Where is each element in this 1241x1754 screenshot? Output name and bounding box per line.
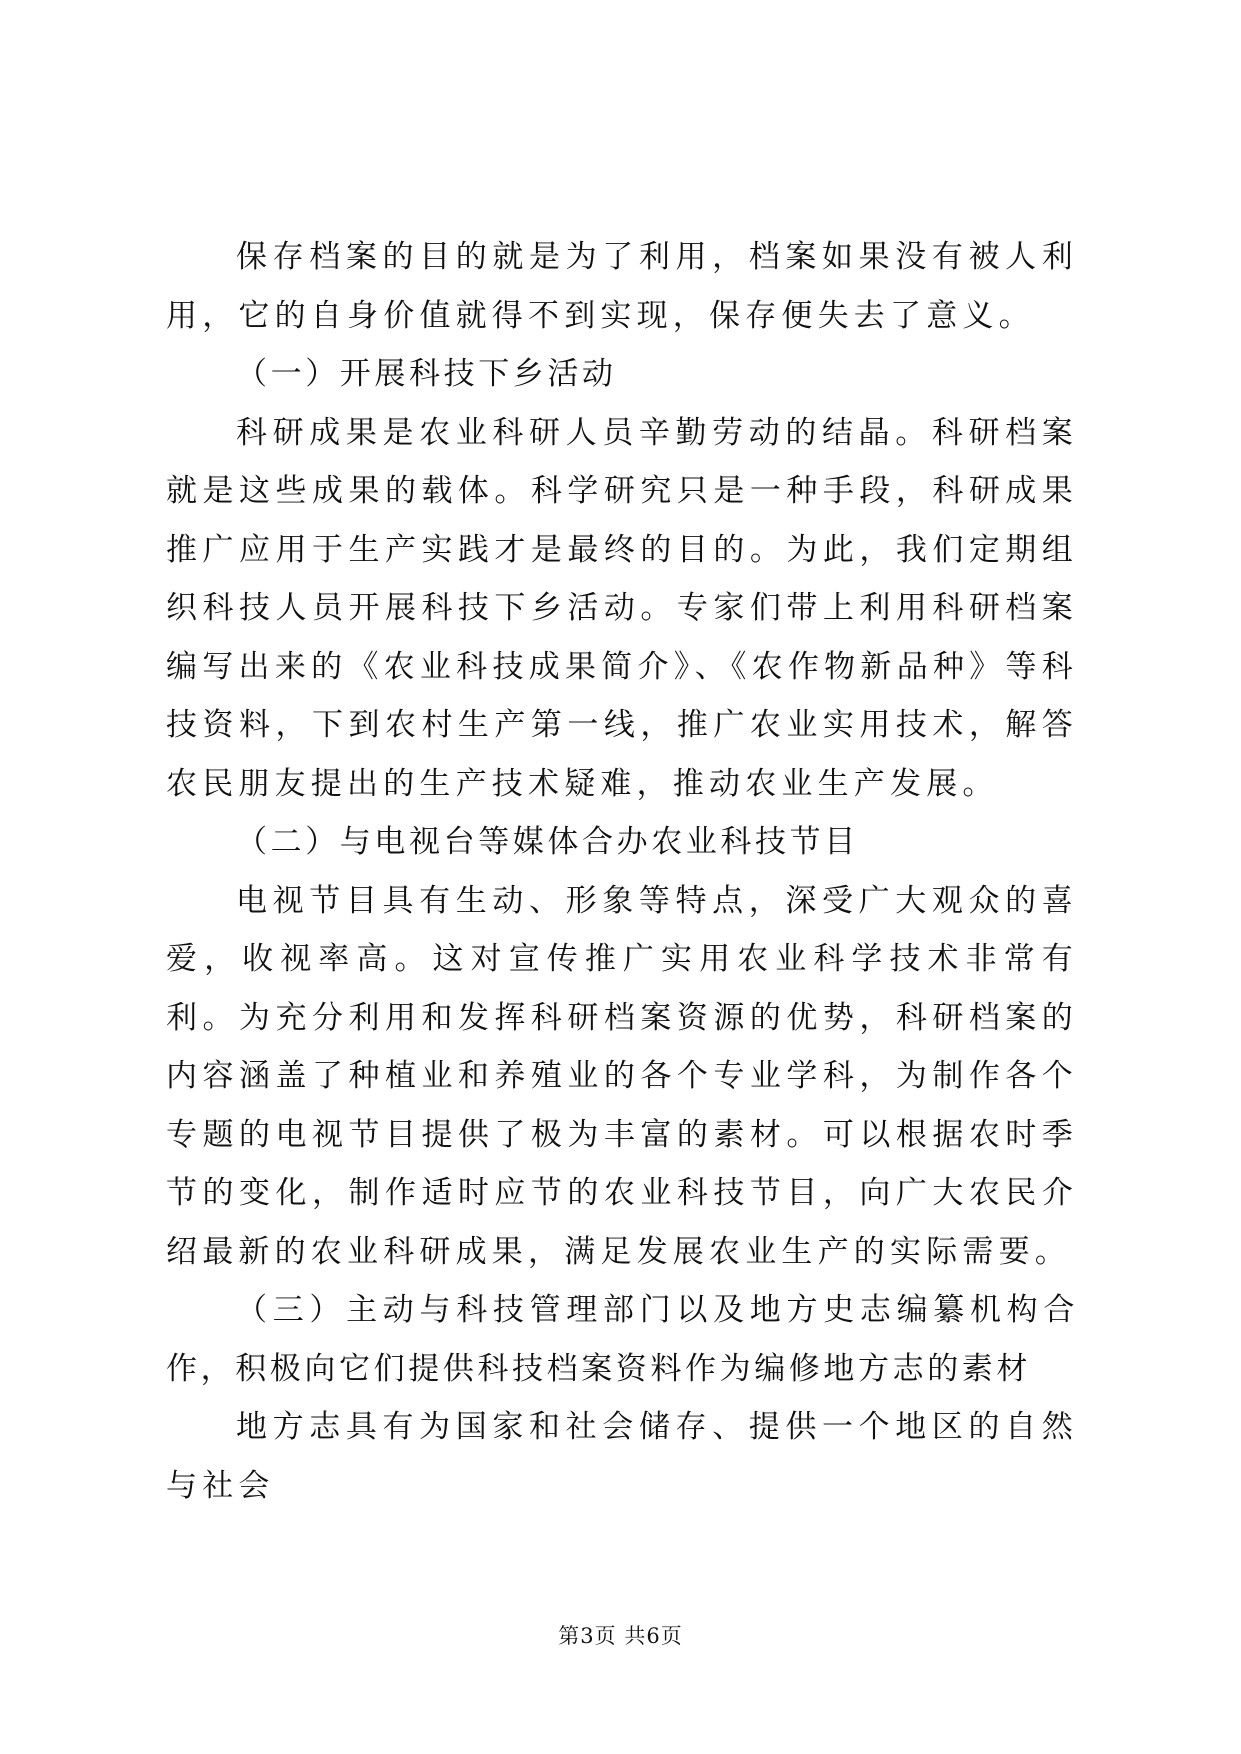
body-paragraph-2: 科研成果是农业科研人员辛勤劳动的结晶。科研档案就是这些成果的载体。科学研究只是一种手段，科研成果推广应用于生产实践才是最终的目的。为此，我们定期组织科技人员开展科技下乡活动。专家们带上利用科研档案编写出来的《农业科技成果简介》、《农作物新品种》等科技资料，下到农村生产第一线，推广农业实用技术，解答农民朋友提出的生产技术疑难，推动农业生产发展。 (166, 414, 1078, 802)
section-heading-2: （二）与电视台等媒体合办农业科技节目 (236, 824, 859, 860)
page-footer (0, 1620, 1241, 1650)
page-number-label: 第3页 共6页 (558, 1624, 683, 1648)
body-paragraph-4: 地方志具有为国家和社会储存、提供一个地区的自然与社会 (166, 1409, 1078, 1504)
document-body (166, 228, 1078, 1515)
section-heading-1: （一）开展科技下乡活动 (236, 356, 617, 392)
section-heading-3: （三）主动与科技管理部门以及地方史志编纂机构合作，积极向它们提供科技档案资料作为编修地方志的素材 (166, 1292, 1078, 1387)
body-paragraph-1: 保存档案的目的就是为了利用，档案如果没有被人利用，它的自身价值就得不到实现，保存便失去了意义。 (166, 239, 1078, 334)
body-paragraph-3: 电视节目具有生动、形象等特点，深受广大观众的喜爱，收视率高。这对宣传推广实用农业科学技术非常有利。为充分利用和发挥科研档案资源的优势，科研档案的内容涵盖了种植业和养殖业的各个专业学科，为制作各个专题的电视节目提供了极为丰富的素材。可以根据农时季节的变化，制作适时应节的农业科技节目，向广大农民介绍最新的农业科研成果，满足发展农业生产的实际需要。 (166, 882, 1078, 1270)
